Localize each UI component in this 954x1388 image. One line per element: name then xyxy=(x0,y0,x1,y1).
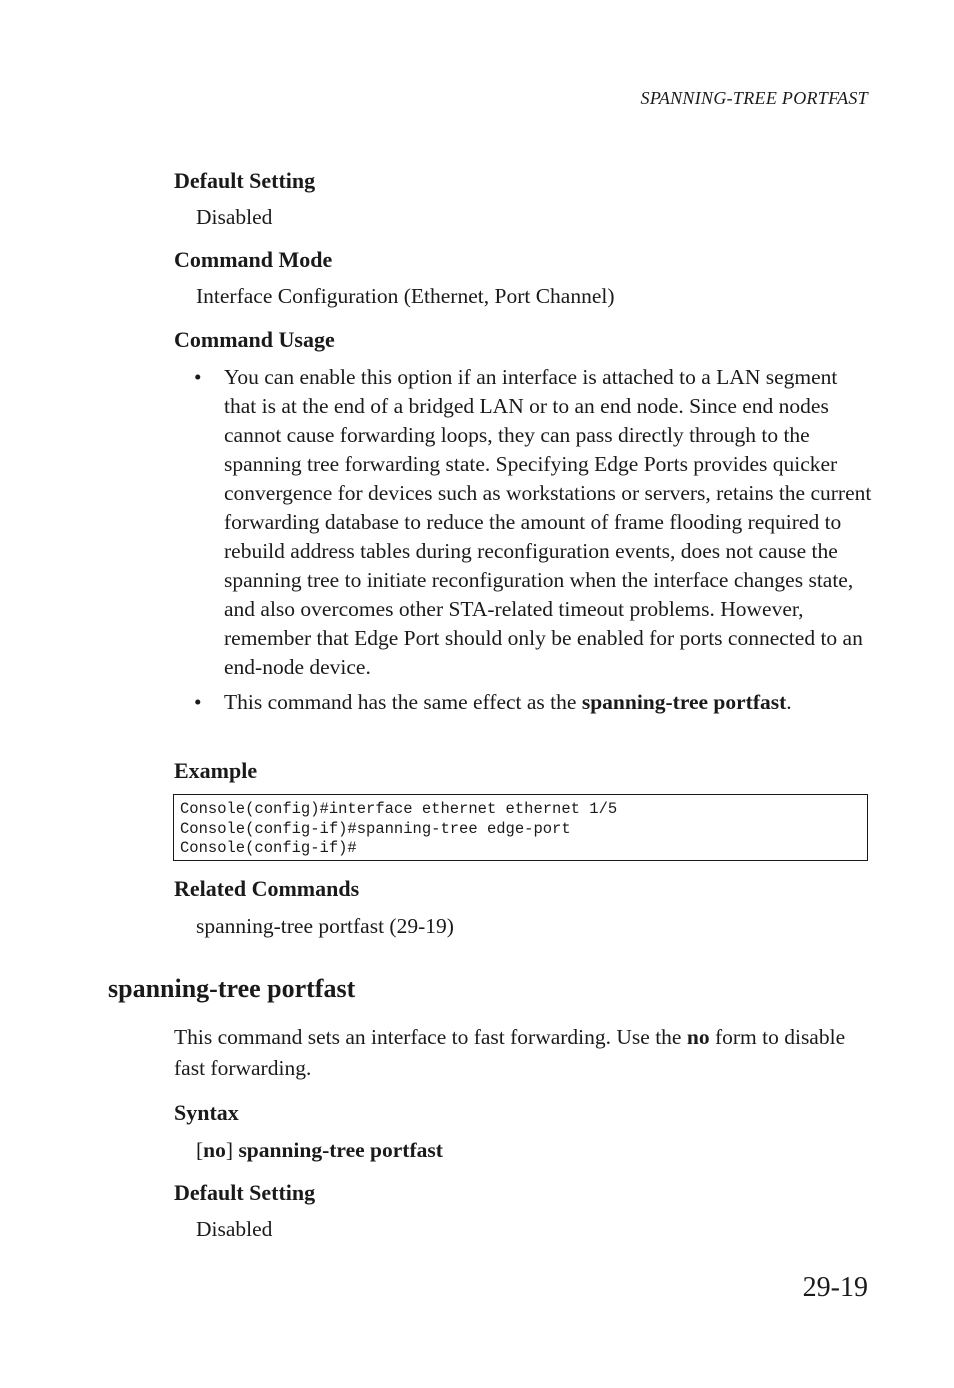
default-setting-heading: Default Setting xyxy=(174,168,316,193)
usage-bullet-suffix: . xyxy=(786,690,792,714)
bullet-glyph: • xyxy=(194,365,202,389)
command-usage-list xyxy=(194,363,874,723)
command-usage-heading: Command Usage xyxy=(174,327,335,352)
list-item xyxy=(194,688,874,717)
example-code-block: Console(config)#interface ethernet ethernet 1/5 Console(config-if)#spanning-tree edge-port Console(config-if)# xyxy=(173,794,868,861)
syntax-no-keyword: no xyxy=(203,1138,226,1162)
running-head: SPANNING-TREE PORTFAST xyxy=(640,88,868,108)
command-mode-value: Interface Configuration (Ethernet, Port Channel) xyxy=(196,284,615,308)
related-command-link[interactable]: spanning-tree portfast (29-19) xyxy=(196,914,454,938)
usage-bullet-text: You can enable this option if an interface is attached to a LAN segment that is at the end of a bridged LAN or to an end node. Since end nodes cannot cause forwarding loops, they can pass directly through to the spanning tree forwarding state. Specifying Edge Ports provides quicker convergence for devices such as workstations or servers, retains the current forwarding database to reduce the amount of frame flooding required to rebuild address tables during reconfiguration events, does not cause the spanning tree to initiate reconfiguration when the interface changes state, and also overcomes other STA-related timeout problems. However, remember that Edge Port should only be enabled for ports connected to an end-node device. xyxy=(224,365,872,679)
syntax-heading: Syntax xyxy=(174,1100,239,1125)
section-title: spanning-tree portfast xyxy=(108,974,356,1003)
syntax-command: spanning-tree portfast xyxy=(238,1138,443,1162)
command-description xyxy=(174,1022,864,1084)
syntax-line xyxy=(196,1138,443,1163)
list-item xyxy=(194,363,874,682)
usage-bullet-prefix: This command has the same effect as the xyxy=(224,690,582,714)
syntax-close-bracket: ] xyxy=(225,1138,239,1162)
syntax-open-bracket: [ xyxy=(196,1138,204,1162)
page-number: 29-19 xyxy=(802,1272,868,1303)
default-setting-heading-2: Default Setting xyxy=(174,1180,316,1205)
description-suffix: form to disable fast forwarding. xyxy=(174,1025,846,1080)
command-mode-heading: Command Mode xyxy=(174,247,333,272)
example-heading: Example xyxy=(174,758,258,783)
related-commands-heading: Related Commands xyxy=(174,876,360,901)
no-keyword: no xyxy=(686,1025,710,1049)
command-reference: spanning-tree portfast xyxy=(581,690,787,714)
default-setting-value: Disabled xyxy=(196,205,273,229)
default-setting-value-2: Disabled xyxy=(196,1217,273,1241)
description-prefix: This command sets an interface to fast forwarding. Use the xyxy=(174,1025,687,1049)
bullet-glyph: • xyxy=(194,690,202,714)
